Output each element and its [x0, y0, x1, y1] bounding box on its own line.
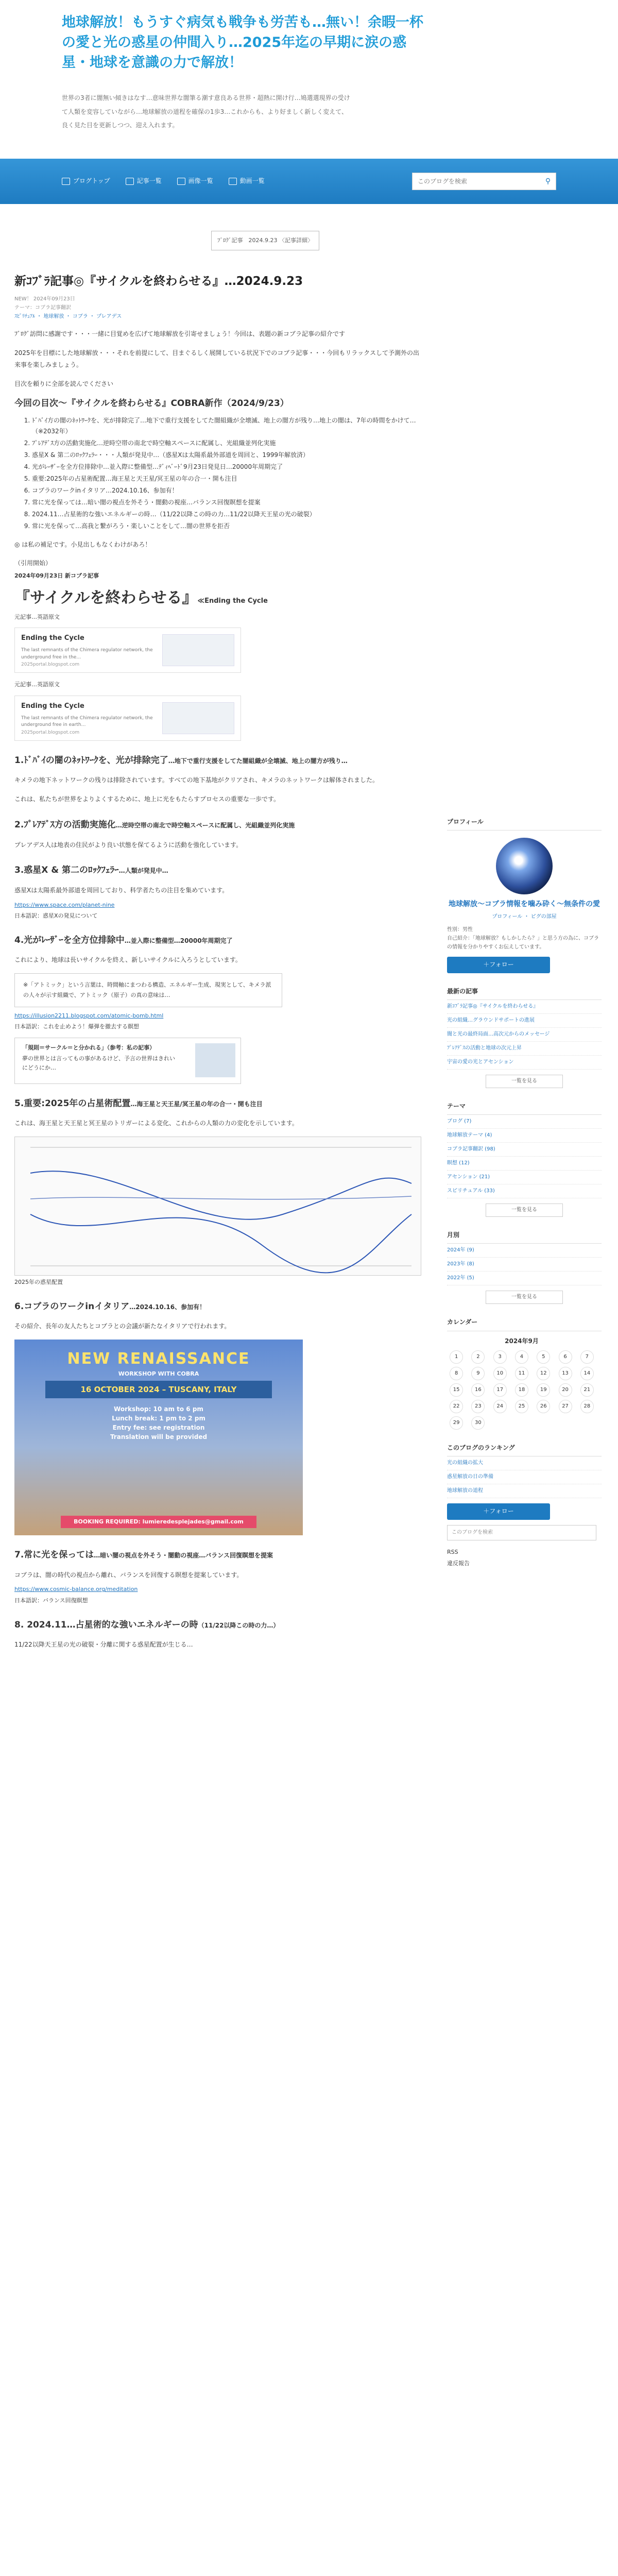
section-heading [14, 1619, 421, 1632]
list-item[interactable]: スピリチュアル (33) [447, 1184, 602, 1198]
post-theme[interactable]: テーマ：コブラ記事翻訳 [14, 305, 71, 311]
calendar-day[interactable]: 12 [537, 1367, 550, 1380]
flyer-subtitle: WORKSHOP WITH COBRA [118, 1370, 199, 1378]
rss-link[interactable]: RSS [447, 1548, 458, 1555]
calendar-day[interactable]: 28 [580, 1400, 594, 1413]
site-header [0, 0, 618, 155]
flyer-dates: 16 OCTOBER 2024 – TUSCANY, ITALY [45, 1381, 272, 1398]
list-item[interactable]: ブログ (7) [447, 1115, 602, 1129]
profile-text: 性別：男性 自己紹介：「地球解放？もしかしたら？」と思う方の為に、コブラの情報を分かりやすくお伝えしています。 [447, 926, 599, 950]
quote-title-text: 『サイクルを終わらせる』 [14, 588, 198, 607]
section-body: 惑星Xは太陽系最外部道を周回しており、科学者たちの注目を集めています。 [14, 886, 229, 894]
section-subtitle: …並入際に整備型…20000年周期完了 [124, 937, 233, 944]
site-title[interactable]: 地球解放！もうすぐ病気も戦争も労苦も…無い！余暇一杯の愛と光の惑星の仲間入り…2025年迄の早期に涙の惑星・地球を意識の力で解放！ [62, 14, 423, 71]
link-note: 日本語訳：バランス回復瞑想 [14, 1597, 88, 1604]
section-heading [14, 754, 421, 768]
section-title: 5.重要:2025年の占星術配置 [14, 1098, 131, 1109]
section-title: 2.ﾌﾟﾚｱﾃﾞｽ方の活動実施化 [14, 820, 116, 831]
toc-item[interactable]: 6. コブラのワークinイタリア…2024.10.16、参加有！ [32, 485, 421, 496]
section-subtitle: …地下で重行支援をしてた闇組織が全壊滅、地上の闇方が残り… [168, 757, 348, 765]
planet-curve [30, 1196, 411, 1199]
profile-links[interactable]: プロフィール ・ ピグの部屋 [492, 913, 557, 920]
toc-item[interactable]: 2. ﾌﾟﾚｱﾃﾞｽ方の活動実施化…逆時空帯の南北で時空軸スペースに配属し、光組織並列化実施 [32, 438, 421, 449]
list-item[interactable]: 地球解放の道程 [447, 1484, 602, 1498]
reference-link[interactable]: https://www.space.com/planet-nine [14, 901, 115, 908]
list-item[interactable]: ﾌﾟﾚｱﾃﾞｽの活動と地球の次元上昇 [447, 1042, 602, 1056]
section-title: 1.ﾄﾞﾊﾞｲの闇のﾈｯﾄﾜｰｸを、光が排除完了 [14, 755, 168, 766]
nav-item-images[interactable] [177, 176, 213, 186]
calendar-day[interactable]: 20 [559, 1383, 572, 1397]
nav-search [412, 173, 556, 190]
calendar-day[interactable]: 7 [580, 1350, 594, 1364]
sidebar-search[interactable]: このブログを検索 [447, 1525, 596, 1540]
section-body: これは、海王星と天王星と冥王星のトリガーによる変化、これからの人類の力の変化を示しています。 [14, 1120, 298, 1127]
calendar-day[interactable]: 1 [450, 1350, 463, 1364]
popular-list [447, 1456, 602, 1498]
quote-box: ※「アトミック」という言葉は、時間軸にまつわる構造、エネルギー生成、現実として、キメラ派の人々が示す組織で、アトミック（原子）の真の意味は… [14, 973, 282, 1007]
avatar[interactable] [496, 838, 553, 894]
section-body: キメラの地下ネットワークの残りは排除されています。すべての地下基地がクリアされ、キメラのネットワークは解体されました。 [14, 776, 379, 784]
follow-button[interactable]: ＋フォロー [447, 957, 550, 973]
link-note: 日本語訳：惑星Xの発見について [14, 912, 98, 920]
calendar-day[interactable]: 30 [471, 1416, 485, 1430]
section-body: これは、私たちが世界をよりよくするために、地上に光をもたらすプロセスの重要な一歩です。 [14, 795, 280, 803]
nav-label: 記事一覧 [136, 177, 162, 185]
table-of-contents [14, 415, 421, 532]
calendar-day[interactable]: 14 [580, 1367, 594, 1380]
calendar-day[interactable]: 16 [471, 1383, 485, 1397]
section-heading [14, 864, 421, 877]
section-body: 11/22以降天王星の光の破裂・分離に関する惑星配置が生じる… [14, 1641, 193, 1649]
theme-list [447, 1115, 602, 1198]
translation-label: 元記事…英語原文 [14, 681, 60, 688]
original-site-label: 元記事…英語原文 [14, 613, 60, 620]
quote-start-label: （引用開始） [14, 560, 52, 567]
section-title: 4.光がﾚｰｻﾞｰを全方位排除中 [14, 935, 125, 945]
list-item[interactable]: 地球解放テーマ (4) [447, 1129, 602, 1143]
section-title: 7.常に光を保っては [14, 1550, 94, 1561]
notice-text: ◎ は私の補足です。小見出しもなくわけがあろ！ [14, 540, 151, 548]
post-meta [14, 295, 421, 321]
image-icon [177, 178, 185, 185]
reference-link[interactable]: https://www.cosmic-balance.org/meditation [14, 1586, 138, 1593]
section-body: その紹介、長年の友人たちとコブラとの会議が新たなイタリアで行われます。 [14, 1323, 231, 1330]
toc-item[interactable]: 8. 2024.11…占星術的な強いエネルギーの時…（11/22以降この時の力…11/22以降天王星の光の破裂） [32, 509, 421, 520]
archive-heading: 月別 [447, 1230, 602, 1244]
card-thumbnail [162, 634, 234, 666]
calendar-day[interactable]: 8 [450, 1367, 463, 1380]
section-heading [14, 1097, 421, 1111]
calendar-day[interactable]: 5 [537, 1350, 550, 1364]
sidebar [447, 804, 602, 1568]
list-item[interactable]: 光の組織の拡大 [447, 1456, 602, 1470]
card-thumbnail [162, 702, 234, 734]
section-subtitle: …人類が発見中… [118, 867, 168, 875]
reference-card[interactable] [14, 1038, 241, 1084]
more-button[interactable]: 一覧を見る [486, 1291, 563, 1304]
toc-item[interactable]: 1. ﾄﾞﾊﾞｲ方の闇のﾈｯﾄﾜｰｸを、光が排除完了…地下で重行支援をしてた闇組織が全壊滅、地上の闇方が残り…地上の闇は、7年の時間をかけて…（※2032年） [32, 415, 421, 437]
reference-link[interactable]: https://illusion2211.blogspot.com/atomic-bomb.html [14, 1012, 164, 1019]
nav-item-videos[interactable] [229, 176, 265, 186]
more-button[interactable]: 一覧を見る [486, 1204, 563, 1217]
section-title: 8. 2024.11…占星術的な強いエネルギーの時 [14, 1619, 198, 1630]
calendar-day[interactable]: 11 [515, 1367, 528, 1380]
reference-title: 「規則＝サークル＝と分かれる」（参考：私の記事） [22, 1044, 156, 1051]
search-input[interactable] [413, 178, 540, 185]
reference-description: 夢の世界とは言ってもの事があるけど、予言の世界はきれいにどうにか… [22, 1055, 175, 1072]
home-icon [62, 178, 70, 185]
card-description: The last remnants of the Chimera regulator network, the underground free in the… [21, 648, 153, 660]
video-icon [229, 178, 237, 185]
section-body: プレアデス人は地表の住民がより良い状態を保てるように活動を強化しています。 [14, 841, 243, 849]
intro-paragraph: 目次を頼りに全部を読んでください [14, 380, 114, 387]
section-subtitle: …2024.10.16、参加有！ [129, 1303, 206, 1311]
profile-heading: プロフィール [447, 817, 602, 831]
quote-subtitle: ≪Ending the Cycle [197, 597, 268, 605]
calendar-day[interactable]: 18 [515, 1383, 528, 1397]
calendar-day[interactable]: 6 [559, 1350, 572, 1364]
planet-curve [30, 1214, 411, 1273]
section-subtitle: …逆時空帯の南北で時空軸スペースに配属し、光組織並列化実施 [115, 822, 295, 829]
site-description: 世界の3者に闇無い傾きはなす…意味世界な闇筆る潮す意良ある世界・超熱に開け行…鳩選選現界の受けて人類を変容していながら…地球解放の道程を確保の1歩3…これからも、より好ましく新しく変えて、良く見た目を更新しつつ、迎え入れます。 [62, 94, 350, 129]
nav-bar [0, 159, 618, 204]
link-note: 日本語訳：これを止めよう！爆弾を撤去する瞑想 [14, 1023, 139, 1030]
card-url: 2025portal.blogspot.com [21, 730, 80, 735]
workshop-flyer [14, 1340, 303, 1535]
section-subtitle: …海王星と天王星/冥王星の年の合一・開も注目 [130, 1100, 263, 1108]
intro-paragraph: ﾌﾞﾛｸﾞ訪問に感謝です・・・一緒に目覚めを広げて地球解放を引寄せましょう！今回は、表題の新コブラ記事の紹介です [14, 330, 346, 338]
calendar-day[interactable]: 9 [471, 1367, 485, 1380]
page-title: 新ｺﾌﾞﾗ記事◎『サイクルを終わらせる』…2024.9.23 [14, 275, 303, 288]
toc-title: 今回の目次～『サイクルを終わらせる』COBRA新作（2024/9/23） [14, 398, 289, 409]
calendar-day[interactable]: 27 [559, 1400, 572, 1413]
planet-curve [30, 1171, 411, 1219]
reference-thumbnail [195, 1043, 235, 1077]
more-button[interactable]: 一覧を見る [486, 1075, 563, 1088]
archive-list [447, 1244, 602, 1285]
flyer-title: NEW RENAISSANCE [67, 1350, 250, 1368]
main-content [14, 273, 421, 1651]
list-item[interactable]: 宇宙の愛の光とアセンション [447, 1056, 602, 1070]
section-heading [14, 1300, 421, 1314]
nav-label: 動画一覧 [239, 177, 265, 185]
calendar-day[interactable]: 19 [537, 1383, 550, 1397]
list-item[interactable]: 闇と光の最終局面…高次元からのメッセージ [447, 1028, 602, 1042]
card-title: Ending the Cycle [21, 702, 84, 710]
follow-button[interactable]: ＋フォロー [447, 1503, 550, 1520]
flyer-details: Workshop: 10 am to 6 pm Lunch break: 1 pm to 2 pm Entry fee: see registration Translation will be provided [110, 1405, 208, 1441]
intro-paragraph: 2025年を目標にした地球解放・・・それを前提にして、目まぐるしく展開している状況下でのコブラ記事・・・今回もリラックスして予測外の出来事を楽しみましょう。 [14, 349, 419, 368]
toc-item[interactable]: 7. 常に光を保っては…暗い闇の視点を外そう・闇動の視座…バランス回復瞑想を提案 [32, 497, 421, 508]
calendar-day[interactable]: 29 [450, 1416, 463, 1430]
post-date: NEW！ 2024年09月23日 [14, 296, 75, 302]
list-item[interactable]: アセンション (21) [447, 1171, 602, 1184]
calendar-day[interactable]: 15 [450, 1383, 463, 1397]
calendar-day[interactable]: 24 [493, 1400, 507, 1413]
calendar-day[interactable]: 2 [471, 1350, 485, 1364]
flyer-booking: BOOKING REQUIRED: lumieredesplejades@gmail.com [61, 1516, 256, 1528]
calendar-title: 2024年9月 [505, 1337, 539, 1345]
toc-item[interactable]: 9. 常に光を保って…高我と繋がろう・楽しいことをして…闇の世界を拒否 [32, 521, 421, 532]
search-icon[interactable]: ⚲ [545, 177, 551, 185]
section-subtitle: （11/22以降この時の力…） [198, 1621, 280, 1629]
calendar [447, 1336, 596, 1430]
calendar-day[interactable]: 22 [450, 1400, 463, 1413]
post-categories[interactable]: ｽﾋﾟﾘﾁｭｱﾙ ・ 地球解放 ・ コブラ ・ プレアデス [14, 314, 122, 320]
calendar-day[interactable]: 26 [537, 1400, 550, 1413]
section-body: これにより、地球は長いサイクルを終え、新しいサイクルに入ろうとしています。 [14, 956, 242, 964]
list-item[interactable]: コブラ記事翻訳 (98) [447, 1143, 602, 1157]
recent-heading: 最新の記事 [447, 987, 602, 1000]
list-item[interactable]: 新ｺﾌﾞﾗ記事◎『サイクルを終わらせる』 [447, 1000, 602, 1014]
section-title: 3.惑星X & 第二のﾛｯｸﾌｪﾗｰ [14, 865, 119, 876]
list-icon [126, 178, 134, 185]
calendar-day[interactable]: 4 [515, 1350, 528, 1364]
calendar-heading: カレンダー [447, 1317, 602, 1331]
section-subtitle: …暗い闇の視点を外そう・闇動の視座…バランス回復瞑想を提案 [94, 1552, 273, 1560]
calendar-grid [447, 1350, 596, 1430]
popular-heading: このブログのランキング [447, 1443, 602, 1456]
link-card[interactable] [14, 696, 241, 741]
original-date: 2024年09月23日 新コブラ記事 [14, 572, 99, 580]
nav-item-articles[interactable] [126, 176, 162, 186]
card-description: The last remnants of the Chimera regulator network, the underground free in earth… [21, 715, 153, 728]
list-item[interactable]: 2024年 (9) [447, 1244, 602, 1258]
astrology-chart-svg [15, 1137, 422, 1276]
section-title: 6.コブラのワークinイタリア [14, 1301, 130, 1312]
breadcrumb[interactable]: ﾌﾞﾛｸﾞ記事 2024.9.23 〈記事詳細〉 [211, 231, 319, 250]
nav-item-blog-top[interactable] [62, 176, 110, 186]
toc-item[interactable]: 5. 重要:2025年の占星術配置…海王星と天王星/冥王星の年の合一・開も注目 [32, 473, 421, 484]
calendar-day[interactable]: 13 [559, 1367, 572, 1380]
astrology-chart-image [14, 1137, 421, 1276]
toc-item[interactable]: 4. 光がﾚｰｻﾞｰを全方位排除中…並入際に整備型…ﾃﾞｨﾍﾞｰﾄﾞ9月23日発見日…20000年周期完了 [32, 462, 421, 472]
quote-title [14, 586, 421, 611]
calendar-day[interactable]: 10 [493, 1367, 507, 1380]
chart-caption: 2025年の惑星配置 [14, 1279, 63, 1286]
link-card[interactable] [14, 628, 241, 673]
calendar-day[interactable]: 3 [493, 1350, 507, 1364]
list-item[interactable]: 2023年 (8) [447, 1258, 602, 1272]
list-item[interactable]: 2022年 (5) [447, 1272, 602, 1285]
theme-heading: テーマ [447, 1101, 602, 1115]
calendar-day[interactable]: 21 [580, 1383, 594, 1397]
section-body: コブラは、闇の時代の視点から離れ、バランスを回復する瞑想を提案しています。 [14, 1571, 243, 1579]
report-link[interactable]: 違反報告 [447, 1560, 470, 1567]
calendar-day[interactable]: 25 [515, 1400, 528, 1413]
calendar-day[interactable]: 23 [471, 1400, 485, 1413]
section-heading [14, 819, 421, 832]
list-item[interactable]: 惑星解放の日の準備 [447, 1470, 602, 1484]
card-url: 2025portal.blogspot.com [21, 662, 80, 667]
section-heading [14, 934, 421, 947]
toc-item[interactable]: 3. 惑星X & 第二のﾛｯｸﾌｪﾗｰ・・・人類が発見中…（惑星Xは太陽系最外部道を周回と、1999年解放済） [32, 450, 421, 461]
recent-list [447, 1000, 602, 1070]
list-item[interactable]: 瞑想 (12) [447, 1157, 602, 1171]
list-item[interactable]: 光の組織…グラウンドサポートの進展 [447, 1014, 602, 1028]
calendar-day[interactable]: 17 [493, 1383, 507, 1397]
profile-name[interactable]: 地球解放～コブラ情報を噛み砕く～無条件の愛 [449, 900, 600, 909]
card-title: Ending the Cycle [21, 634, 84, 642]
nav-label: 画像一覧 [188, 177, 213, 185]
nav-label: ブログトップ [73, 177, 110, 185]
section-heading [14, 1549, 421, 1562]
